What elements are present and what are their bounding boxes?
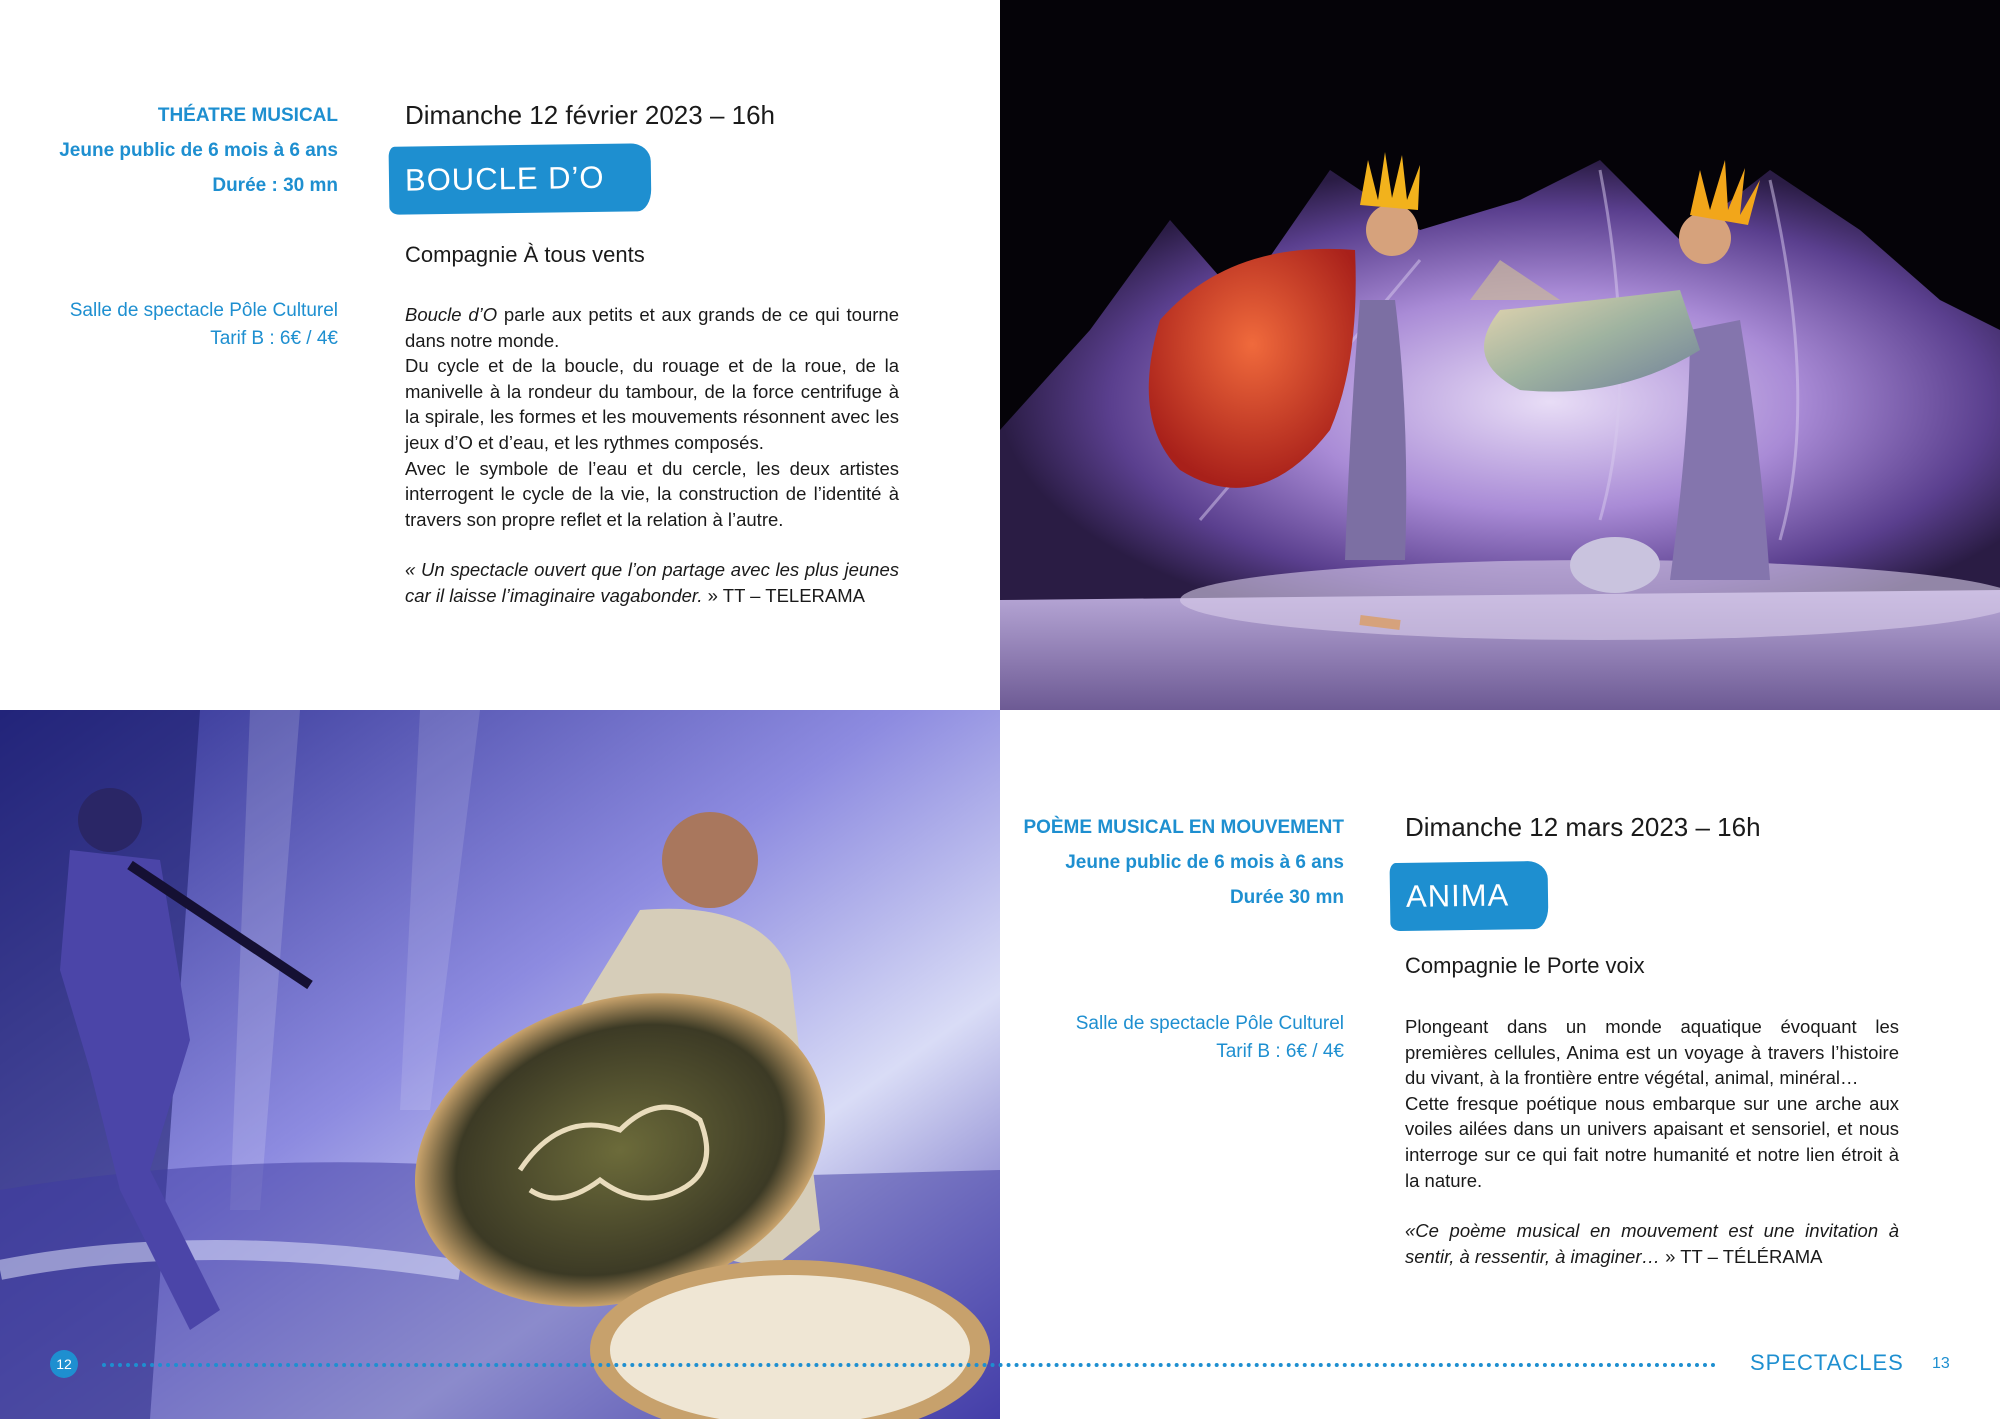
show2-desc-p1: Plongeant dans un monde aquatique évoquant les premières cellules, Anima est un voyage à travers l’histoire du vivant, à la frontière entre végétal, animal, minéral… xyxy=(1405,1016,1899,1089)
show2-quote-block xyxy=(1405,1218,1899,1269)
show1-duration: Durée : 30 mn xyxy=(212,175,338,196)
show1-venue-block xyxy=(40,297,338,353)
show2-audience: Jeune public de 6 mois à 6 ans xyxy=(1065,852,1344,873)
show1-meta xyxy=(40,98,338,203)
show2-photo-art xyxy=(0,710,1000,1419)
show1-desc-p3: Avec le symbole de l’eau et du cercle, les deux artistes interrogent le cycle de la vie, la construction de l’identité à travers son propre reflet et la relation à l’autre. xyxy=(405,457,899,530)
show2-title-tag xyxy=(1390,861,1549,931)
show1-desc-p2: Du cycle et de la boucle, du rouage et de la roue, de la manivelle à la rondeur du tambour, de la force centrifuge à la spirale, les formes et les mouvements résonnent avec les jeux d’O et d’eau, et les rythmes composés. xyxy=(405,355,899,453)
show1-company: Compagnie À tous vents xyxy=(405,242,645,267)
page-number-left-text: 12 xyxy=(56,1356,72,1372)
show1-title-tag xyxy=(389,143,652,215)
page-number-right: 13 xyxy=(1932,1355,1950,1372)
show2-venue-block xyxy=(1000,1010,1344,1066)
show1-desc-p1 xyxy=(405,302,899,353)
show2-quote-source: » TT – TÉLÉRAMA xyxy=(1660,1245,1823,1267)
show2-category: POÈME MUSICAL EN MOUVEMENT xyxy=(1023,817,1344,838)
show1-category: THÉATRE MUSICAL xyxy=(157,105,338,126)
show2-company: Compagnie le Porte voix xyxy=(1405,953,1645,978)
show1-venue: Salle de spectacle Pôle Culturel xyxy=(69,300,338,321)
show2-date: Dimanche 12 mars 2023 – 16h xyxy=(1405,812,1761,842)
show2-quote: «Ce poème musical en mouvement est une invitation à sentir, à ressentir, à imaginer… xyxy=(1405,1220,1899,1267)
show2-price: Tarif B : 6€ / 4€ xyxy=(1216,1041,1344,1062)
show1-desc-lead-rest: parle aux petits et aux grands de ce qui tourne dans notre monde. xyxy=(405,304,899,351)
show1-photo xyxy=(1000,0,2000,710)
footer-section-label: SPECTACLES xyxy=(1750,1350,1904,1375)
show1-desc-italic-lead: Boucle d’O xyxy=(405,304,498,325)
show1-description xyxy=(405,302,899,609)
show2-photo xyxy=(0,710,1000,1419)
show1-audience: Jeune public de 6 mois à 6 ans xyxy=(59,140,338,161)
show1-price: Tarif B : 6€ / 4€ xyxy=(210,328,338,349)
show2-venue: Salle de spectacle Pôle Culturel xyxy=(1075,1013,1344,1034)
show1-title: BOUCLE D’O xyxy=(404,159,605,198)
show1-quote: « Un spectacle ouvert que l’on partage avec les plus jeunes car il laisse l’imaginaire vagabonder. xyxy=(405,559,899,606)
show1-photo-art xyxy=(1000,0,2000,710)
show2-meta xyxy=(1000,810,1344,915)
show2-description xyxy=(1405,1014,1899,1269)
show2-duration: Durée 30 mn xyxy=(1229,887,1344,908)
show1-quote-source: » TT – TELERAMA xyxy=(702,584,865,606)
show2-title: ANIMA xyxy=(1405,877,1510,914)
show1-date: Dimanche 12 février 2023 – 16h xyxy=(405,100,776,130)
page-number-left xyxy=(50,1350,78,1378)
footer-dotted-line xyxy=(102,1363,1717,1367)
show2-desc-p2: Cette fresque poétique nous embarque sur une arche aux voiles ailées dans un univers apaisant et sensoriel, et nous interroge sur ce qui fait notre humanité et notre lien étroit à la nature. xyxy=(1405,1092,1899,1191)
show1-quote-block xyxy=(405,557,899,608)
